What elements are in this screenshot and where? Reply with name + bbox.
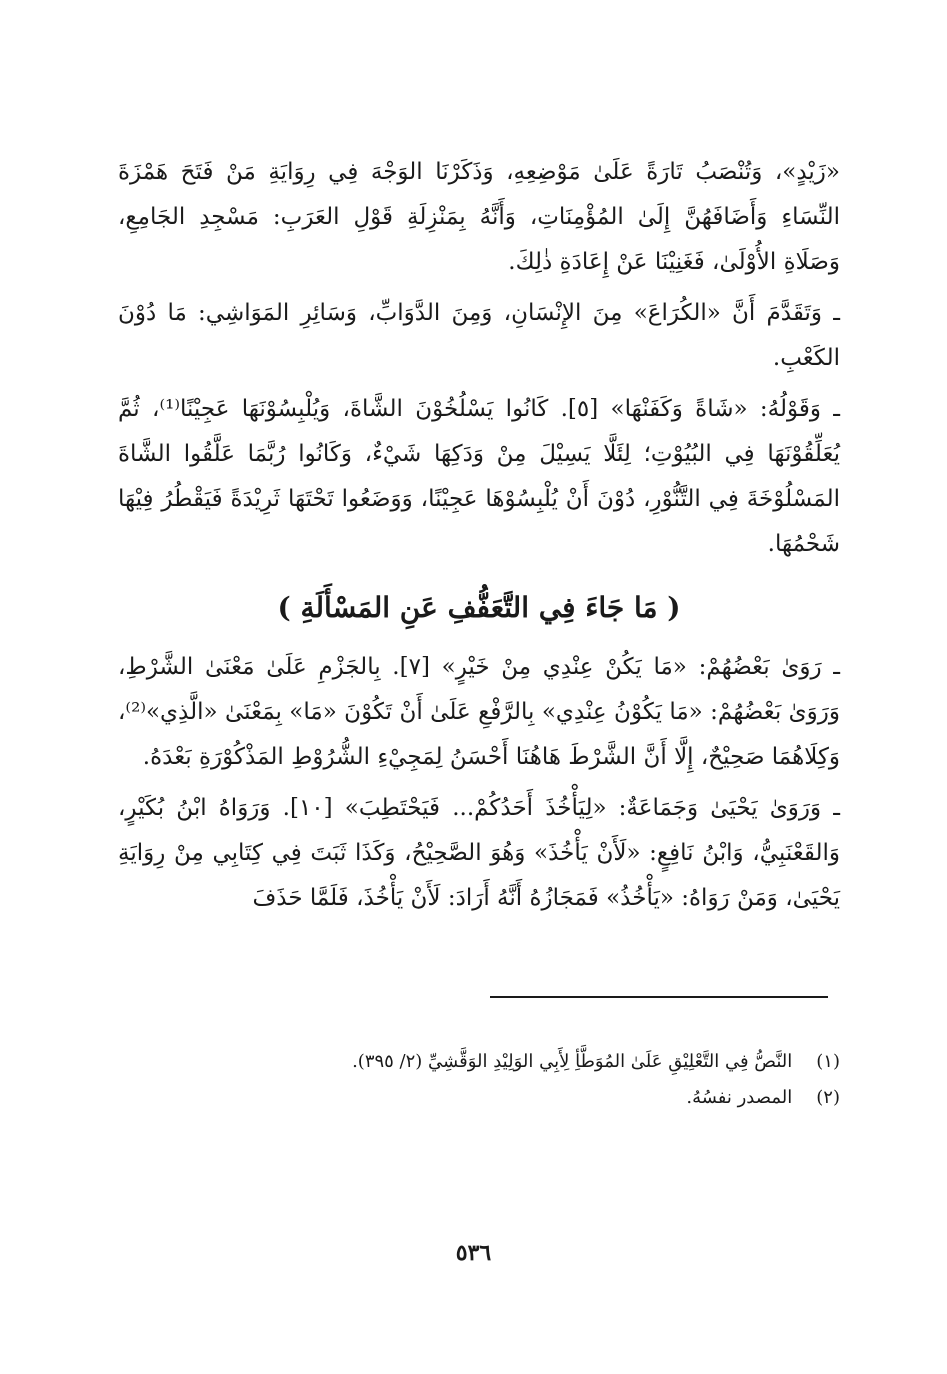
page-number: ٥٣٦ xyxy=(455,1240,492,1266)
paragraph-5: ـ وَرَوَىٰ يَحْيَىٰ وَجَمَاعَةٌ: «لِيَأْخُذَ أَحَدُكُمْ... فَيَحْتَطِبَ» [١٠]. وَرَوَاهُ ابْنُ بُكَيْرٍ، وَالقَعْنَبِيُّ، وَابْنُ نَافِعٍ: «لَأَنْ يَأْخُذَ» وَهُوَ الصَّحِيْحُ، وَكَذَا ثَبَتَ فِي كِتَابِي مِنْ رِوَايَةِ يَحْيَىٰ، وَمَنْ رَوَاهُ: «يَأْخُذُ» فَمَجَازُهُ أَنَّهُ أَرَادَ: لَأَنْ يَأْخُذَ، فَلَمَّا حَذَفَ xyxy=(118,795,840,911)
footnote-2 xyxy=(300,1080,840,1116)
section-heading: ( مَا جَاءَ فِي التَّعَفُّفِ عَنِ المَسْأَلَةِ ) xyxy=(277,591,681,624)
footnote-1 xyxy=(300,1044,840,1080)
footnote-number: (١) xyxy=(816,1051,840,1072)
footnote-text: النَّصُّ فِي التَّعْلِيْقِ عَلَىٰ المُوَطَّأِ لِأَبِي الوَلِيْدِ الوَقَّشِيِّ (٢/ ٣٩٥). xyxy=(352,1051,793,1072)
footnotes xyxy=(300,1044,840,1116)
paragraph-1: «زَيْدٍ»، وَتُنْصَبُ تَارَةً عَلَىٰ مَوْضِعِهِ، وَذَكَرْنَا الوَجْهَ فِي رِوَايَةِ مَنْ فَتَحَ هَمْزَةَ النِّسَاءِ وَأَضَافَهُنَّ إِلَىٰ المُؤْمِنَاتِ، وَأَنَّهُ بِمَنْزِلَةِ قَوْلِ العَرَبِ: مَسْجِدِ الجَامِعِ، وَصَلَاةِ الأُوْلَىٰ، فَغَنِيْنَا عَنْ إِعَادَةِ ذٰلِكَ. xyxy=(118,159,840,275)
footnote-text: المصدر نفسُهُ. xyxy=(686,1087,793,1108)
paragraph-2: ـ وَتَقَدَّمَ أَنَّ «الكُرَاعَ» مِنَ الإِنْسَانِ، وَمِنَ الدَّوَابِّ، وَسَائِرِ المَوَاشِي: مَا دُوْنَ الكَعْبِ. xyxy=(118,300,840,371)
footnote-divider xyxy=(490,996,828,998)
paragraph-4: ـ رَوَىٰ بَعْضُهُمْ: «مَا يَكُنْ عِنْدِي مِنْ خَيْرٍ» [٧]. بِالجَزْمِ عَلَىٰ مَعْنَىٰ الشَّرْطِ، وَرَوَىٰ بَعْضُهُمْ: «مَا يَكُوْنُ عِنْدِي» بِالرَّفْعِ عَلَىٰ أَنْ تَكُوْنَ «مَا» بِمَعْنَىٰ «الَّذِي»⁽²⁾، وَكِلَاهُمَا صَحِيْحٌ، إِلَّا أَنَّ الشَّرْطَ هَاهُنَا أَحْسَنُ لِمَجِيْءِ الشُّرُوْطِ المَذْكُوْرَةِ بَعْدَهُ. xyxy=(118,654,841,770)
footnote-number: (٢) xyxy=(816,1087,840,1108)
main-text xyxy=(118,150,840,927)
paragraph-3: ـ وَقَوْلُهُ: «شَاةً وَكَفَنْهَا» [٥]. كَانُوا يَسْلُخُوْنَ الشَّاةَ، وَيُلْبِسُوْنَهَا عَجِيْنًا⁽¹⁾، ثُمَّ يُعَلِّقُوْنَهَا فِي البُيُوْتِ؛ لِئَلَّا يَسِيْلَ مِنْ وَدَكِهَا شَيْءٌ، وَكَانُوا رُبَّمَا عَلَّقُوا الشَّاةَ المَسْلُوْخَةَ فِي التَّنُّوْرِ، دُوْنَ أَنْ يُلْبِسُوْهَا عَجِيْنًا، وَوَضَعُوا تَحْتَهَا ثَرِيْدَةً فَيَقْطُرُ فِيْهَا شَحْمُهَا. xyxy=(118,396,841,557)
